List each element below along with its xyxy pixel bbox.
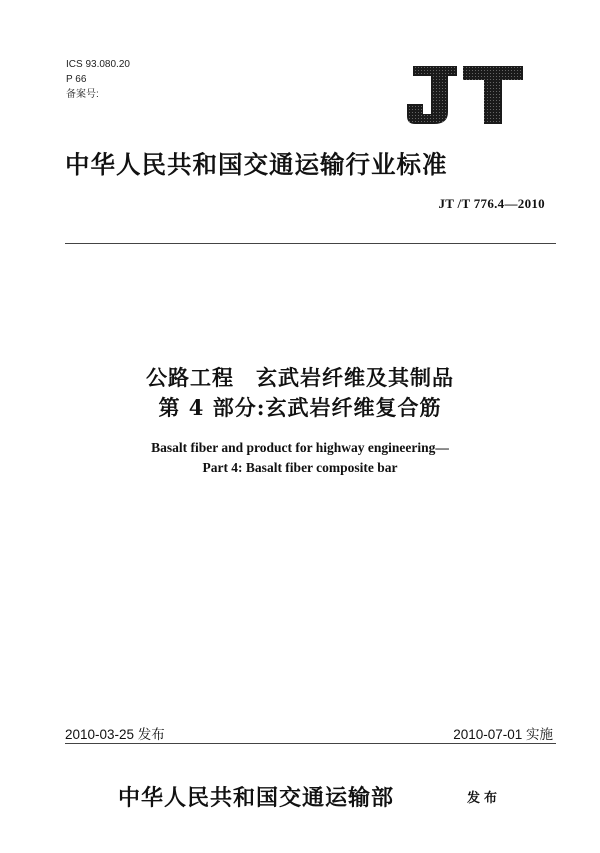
header-divider [65, 243, 556, 244]
record-number-label: 备案号: [66, 89, 99, 100]
title-en-line-1: Basalt fiber and product for highway engineering— [151, 440, 449, 455]
footer-divider [65, 743, 556, 744]
header-metadata [66, 57, 130, 102]
jt-logo [405, 66, 525, 126]
title-zh-line-1: 公路工程 玄武岩纤维及其制品 [146, 365, 454, 390]
ics-number: ICS 93.080.20 [66, 59, 130, 70]
publish-date: 2010-03-25 发布 [65, 727, 165, 742]
title-zh-line-2: 第 4 部分:玄武岩纤维复合筋 [158, 395, 442, 420]
title-en-line-2: Part 4: Basalt fiber composite bar [202, 460, 398, 475]
implement-date: 2010-07-01 实施 [453, 727, 553, 742]
issuing-authority: 中华人民共和国交通运输部 [118, 785, 395, 811]
classification-code: P 66 [66, 74, 87, 85]
authority-title: 中华人民共和国交通运输行业标准 [65, 150, 448, 179]
standard-code: JT /T 776.4—2010 [438, 196, 545, 211]
issue-action: 发布 [467, 791, 502, 806]
